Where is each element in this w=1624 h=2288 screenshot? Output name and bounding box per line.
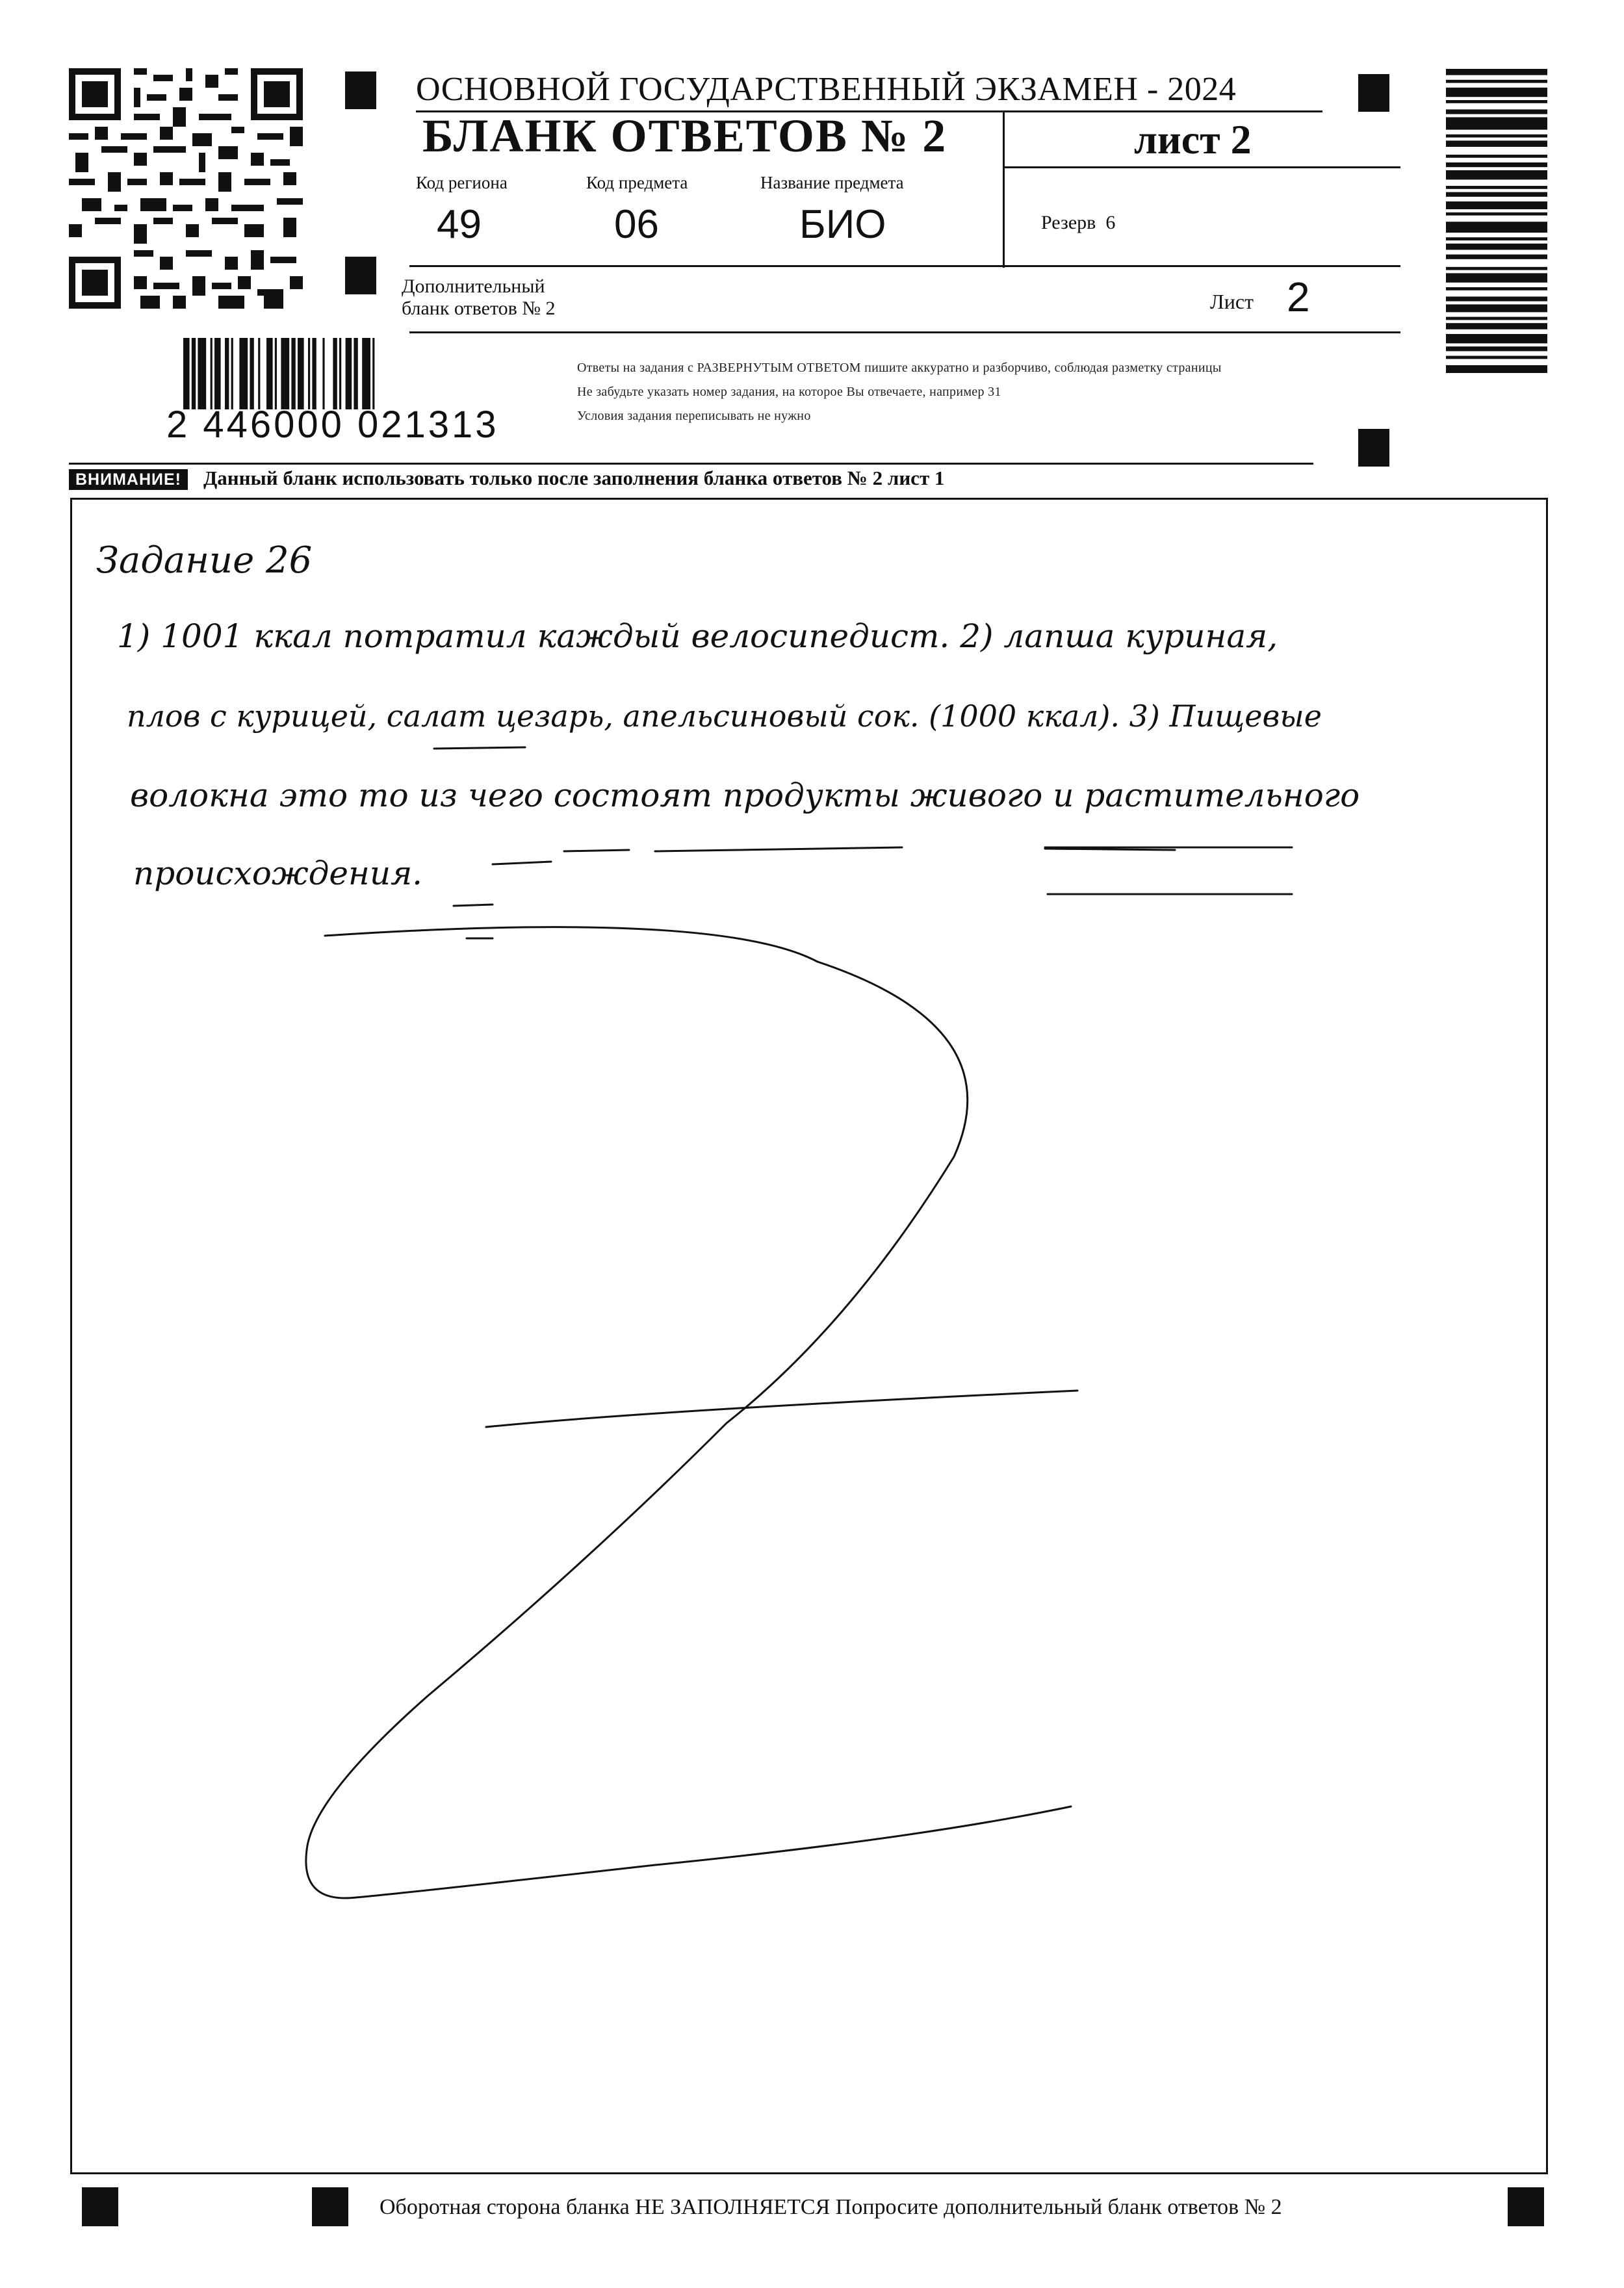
barcode-bar [1446,186,1547,189]
barcode-bar [231,338,233,409]
form-title: БЛАНК ОТВЕТОВ № 2 [422,110,947,162]
barcode-bar [250,338,253,409]
corner-marker [312,2187,348,2226]
warning-underline [69,463,1313,465]
barcode-bar [1446,267,1547,270]
barcode-bar [362,338,370,409]
barcode-bar [1446,140,1547,147]
barcode-bar [308,338,310,409]
qr-code [69,68,303,309]
barcode-bar [1446,273,1547,282]
barcode-bar [198,338,206,409]
region-code-value: 49 [437,202,482,247]
barcode-bar [346,338,352,409]
barcode-bar [281,338,289,409]
reserve-label-text: Резерв [1041,212,1096,233]
barcode-bar [211,338,213,409]
corner-marker [1508,2187,1544,2226]
barcode-number: 2 446000 021313 [166,404,499,446]
barcode-bar [1446,80,1547,83]
barcode-bar [1446,296,1547,301]
barcode-bar [291,338,295,409]
footer-note: Оборотная сторона бланка НЕ ЗАПОЛНЯЕТСЯ Попросите дополнительный бланк ответов № 2 [380,2195,1282,2219]
barcode-bar [1446,170,1547,179]
warning-text: Данный бланк использовать только после заполнения бланка ответов № 2 лист 1 [203,467,945,489]
barcode-bar [1446,304,1547,312]
divider [409,331,1400,333]
divider [1003,112,1005,268]
subject-code-value: 06 [614,202,659,247]
subject-name-value: БИО [799,202,886,247]
barcode-bar [1446,109,1547,114]
barcode-bar [1446,88,1547,97]
corner-marker [345,257,376,294]
barcode-bar [1446,237,1547,240]
corner-marker [1358,74,1389,112]
barcode-bar [1446,69,1547,75]
barcode-bar [372,338,374,409]
subject-name-label: Название предмета [760,173,904,192]
additional-label-line1: Дополнительный [402,276,545,297]
instructions [577,356,1222,428]
answer-line: 1) 1001 ккал потратил каждый велосипедист. 2) лапша куриная, [117,617,1278,655]
sheet-number-label: Лист [1210,290,1254,313]
barcode-bar [1446,155,1547,158]
barcode-bar [322,338,324,409]
warning-strip [69,467,944,490]
corner-marker [1358,429,1389,467]
barcode-bar [239,338,248,409]
barcode-bar [1446,255,1547,259]
answer-line: плов с курицей, салат цезарь, апельсиновый сок. (1000 ккал). 3) Пищевые [127,699,1322,734]
strike-mark [70,741,1544,1975]
barcode-bar [214,338,221,409]
corner-marker [345,71,376,109]
reserve-label [1041,212,1115,234]
sheet-title: лист 2 [1134,116,1252,162]
side-barcode [1446,69,1550,433]
exam-title: ОСНОВНОЙ ГОСУДАРСТВЕННЫЙ ЭКЗАМЕН - 2024 [416,71,1237,108]
task-heading: Задание 26 [96,539,313,582]
barcode-bar [1446,287,1547,290]
barcode-bar [225,338,229,409]
barcode-bar [258,338,260,409]
barcode-bar [1446,192,1547,197]
divider [1004,166,1400,168]
warning-badge: ВНИМАНИЕ! [69,469,188,490]
barcode-bar [333,338,337,409]
barcode-bar [1446,317,1547,320]
answer-line: волокна это то из чего состоят продукты живого и растительного [130,777,1360,814]
barcode-bar [312,338,316,409]
barcode-bar [266,338,273,409]
barcode-bar [1446,100,1547,103]
barcode-bar [1446,244,1547,250]
instruction-line: Ответы на задания с РАЗВЕРНУТЫМ ОТВЕТОМ пишите аккуратно и разборчиво, соблюдая разметку страницы [577,361,1222,375]
sheet-number-value: 2 [1287,274,1310,320]
corner-marker [82,2187,118,2226]
barcode-bar [1446,162,1547,167]
barcode-bar [1446,323,1547,329]
instruction-line: Не забудьте указать номер задания, на которое Вы отвечаете, например 31 [577,385,1001,399]
barcode-bar [1446,201,1547,209]
barcode-bar [354,338,357,409]
barcode-bar [192,338,196,409]
subject-code-label: Код предмета [586,173,688,192]
barcode-bar [1446,346,1547,351]
barcode-bar [1446,356,1547,359]
divider [409,265,1400,267]
barcode-bar [1446,135,1547,138]
barcode-bar [275,338,277,409]
barcode-bar [1446,365,1547,373]
barcode-bar [1446,212,1547,216]
barcode-bar [183,338,190,409]
region-code-label: Код региона [416,173,508,192]
barcode-bar [1446,334,1547,343]
barcode-bar [1446,117,1547,129]
answer-line: происхождения. [133,855,423,892]
additional-label [402,276,555,320]
instruction-line: Условия задания переписывать не нужно [577,409,811,423]
reserve-value: 6 [1105,212,1116,233]
additional-label-line2: бланк ответов № 2 [402,298,556,319]
barcode-bar [298,338,304,409]
barcode-bar [339,338,341,409]
barcode-bar [1446,222,1547,233]
